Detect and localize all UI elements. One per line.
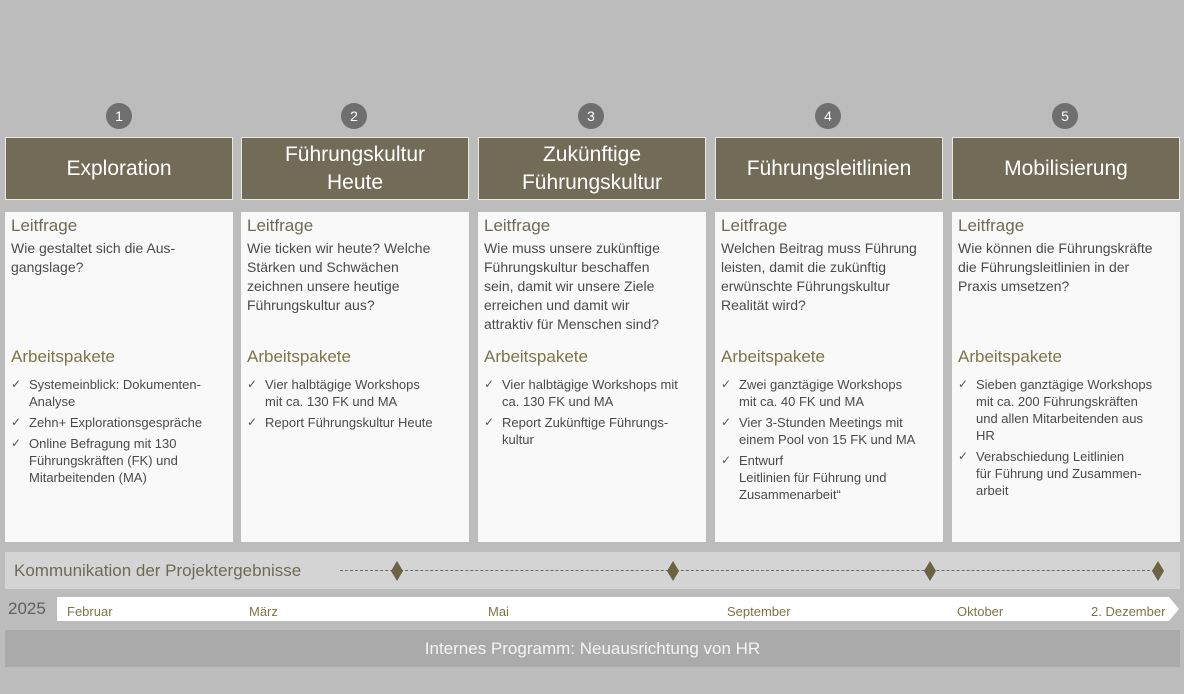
package-item (721, 414, 941, 448)
package-item (11, 414, 231, 431)
package-list (484, 376, 704, 452)
package-list (721, 376, 941, 507)
communication-dashed-line (340, 570, 1160, 571)
step-number-badge: 3 (578, 103, 604, 129)
arbeitspakete-heading: Arbeitspakete (484, 347, 588, 366)
check-icon: ✓ (11, 377, 22, 391)
check-icon: ✓ (484, 377, 495, 391)
arbeitspakete-heading: Arbeitspakete (11, 347, 115, 366)
check-icon: ✓ (721, 377, 732, 391)
package-item (721, 376, 941, 410)
step-number-badge: 5 (1052, 103, 1078, 129)
check-icon: ✓ (247, 415, 258, 429)
leitfrage-heading: Leitfrage (721, 216, 788, 235)
package-list (247, 376, 467, 435)
check-icon: ✓ (11, 415, 22, 429)
check-icon: ✓ (958, 449, 969, 463)
phase-title: Zukünftige Führungskultur (478, 137, 706, 200)
package-text: Verabschiedung Leitlinien für Führung und Zusammen- arbeit (976, 449, 1142, 498)
leitfrage-heading: Leitfrage (484, 216, 551, 235)
package-item (247, 376, 467, 410)
check-icon: ✓ (11, 436, 22, 450)
timeline-month: September (727, 604, 791, 619)
phase-card (5, 212, 233, 542)
leitfrage-question: Welchen Beitrag muss Führung leisten, damit die zukünftig erwünschte Führungskultur Realität wird? (721, 240, 917, 313)
program-footer: Internes Programm: Neuausrichtung von HR (5, 630, 1180, 667)
package-list (958, 376, 1178, 503)
timeline-month: März (249, 604, 278, 619)
timeline-arrow (57, 597, 1179, 621)
phase-card (478, 212, 706, 542)
phase-card (241, 212, 469, 542)
package-item (484, 414, 704, 448)
leitfrage-heading: Leitfrage (958, 216, 1025, 235)
package-text: Vier 3-Stunden Meetings mit einem Pool von 15 FK und MA (739, 415, 916, 447)
phase-card (715, 212, 943, 542)
package-item (247, 414, 467, 431)
arbeitspakete-heading: Arbeitspakete (721, 347, 825, 366)
step-number-badge: 1 (106, 103, 132, 129)
package-item (721, 452, 941, 503)
check-icon: ✓ (958, 377, 969, 391)
package-item (11, 376, 231, 410)
leitfrage-question: Wie gestaltet sich die Aus- gangslage? (11, 240, 176, 275)
package-text: Vier halbtägige Workshops mit ca. 130 FK und MA (265, 377, 420, 409)
check-icon: ✓ (247, 377, 258, 391)
package-item (958, 376, 1178, 444)
timeline-month: Februar (67, 604, 113, 619)
leitfrage-question: Wie ticken wir heute? Welche Stärken und Schwächen zeichnen unsere heutige Führungskultur aus? (247, 240, 431, 313)
phase-title: Führungskultur Heute (241, 137, 469, 200)
package-text: Report Zukünftige Führungs- kultur (502, 415, 669, 447)
phase-title: Mobilisierung (952, 137, 1180, 200)
package-item (958, 448, 1178, 499)
timeline-month: Oktober (957, 604, 1004, 619)
package-text: Report Führungskultur Heute (265, 415, 433, 430)
package-text: Systemeinblick: Dokumenten- Analyse (29, 377, 201, 409)
package-text: Entwurf Leitlinien für Führung und Zusammenarbeit“ (739, 453, 887, 502)
communication-bar (5, 552, 1180, 589)
milestone-diamond-icon (391, 561, 403, 581)
phase-card (952, 212, 1180, 542)
milestone-diamond-icon (667, 561, 679, 581)
package-item (11, 435, 231, 486)
milestone-diamond-icon (924, 561, 936, 581)
leitfrage-heading: Leitfrage (247, 216, 314, 235)
phase-title: Exploration (5, 137, 233, 200)
step-number-badge: 4 (815, 103, 841, 129)
arbeitspakete-heading: Arbeitspakete (247, 347, 351, 366)
package-text: Vier halbtägige Workshops mit ca. 130 FK und MA (502, 377, 678, 409)
timeline-month: 2. Dezember (1091, 604, 1166, 619)
package-text: Zwei ganztägige Workshops mit ca. 40 FK und MA (739, 377, 903, 409)
timeline-month: Mai (488, 604, 509, 619)
phase-title: Führungsleitlinien (715, 137, 943, 200)
leitfrage-heading: Leitfrage (11, 216, 78, 235)
milestone-diamond-icon (1152, 561, 1164, 581)
package-item (484, 376, 704, 410)
leitfrage-question: Wie können die Führungskräfte die Führungsleitlinien in der Praxis umsetzen? (958, 240, 1153, 294)
package-list (11, 376, 231, 490)
check-icon: ✓ (721, 415, 732, 429)
check-icon: ✓ (721, 453, 732, 467)
step-number-badge: 2 (341, 103, 367, 129)
check-icon: ✓ (484, 415, 495, 429)
timeline-year: 2025 (8, 599, 46, 618)
leitfrage-question: Wie muss unsere zukünftige Führungskultur beschaffen sein, damit wir unsere Ziele erreichen und damit wir attraktiv für Menschen sind? (484, 240, 660, 332)
communication-label: Kommunikation der Projektergebnisse (14, 561, 302, 580)
package-text: Sieben ganztägige Workshops mit ca. 200 Führungskräften und allen Mitarbeitenden aus HR (976, 377, 1153, 443)
package-text: Zehn+ Explorationsgespräche (29, 415, 203, 430)
arbeitspakete-heading: Arbeitspakete (958, 347, 1062, 366)
package-text: Online Befragung mit 130 Führungskräften (FK) und Mitarbeitenden (MA) (29, 436, 178, 485)
